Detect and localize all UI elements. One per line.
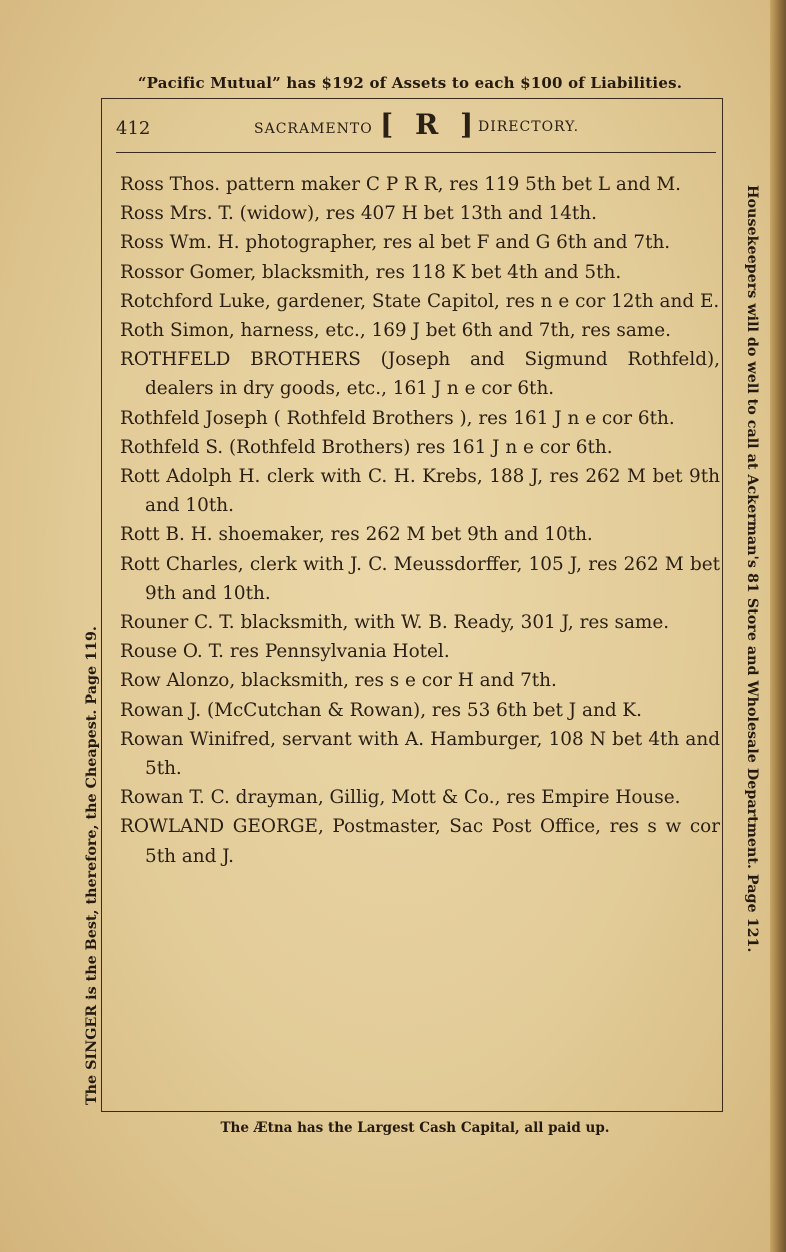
directory-entry: Rothfeld S. (Rothfeld Brothers) res 161 J n e cor 6th. bbox=[120, 436, 613, 458]
directory-entry: Rouner C. T. blacksmith, with W. B. Ready, 301 J, res same. bbox=[120, 612, 670, 634]
page-number: 412 bbox=[116, 118, 151, 139]
top-advertisement: “Pacific Mutual” has $192 of Assets to each $100 of Liabilities. bbox=[137, 74, 683, 92]
directory-entry: Rott B. H. shoemaker, res 262 M bet 9th and 10th. bbox=[120, 524, 593, 546]
directory-entry: Rotchford Luke, gardener, State Capitol, res n e cor 12th and E. bbox=[120, 290, 720, 312]
left-side-advertisement: The SINGER is the Best, therefore, the Cheapest. Page 119. bbox=[84, 626, 100, 1105]
directory-entry: Ross Wm. H. photographer, res al bet F and G 6th and 7th. bbox=[120, 232, 671, 254]
directory-entries bbox=[120, 170, 720, 871]
directory-entry: ROWLAND GEORGE, Postmaster, Sac Post Office, res s w cor 5th and J. bbox=[120, 816, 720, 867]
directory-entry: Rothfeld Joseph ( Rothfeld Brothers ), res 161 J n e cor 6th. bbox=[120, 407, 675, 429]
directory-entry: Rowan Winifred, servant with A. Hamburger, 108 N bet 4th and 5th. bbox=[120, 728, 720, 780]
page-edge bbox=[770, 0, 786, 1252]
bottom-advertisement: The Ætna has the Largest Cash Capital, all paid up. bbox=[220, 1120, 610, 1136]
directory-entry: ROTHFELD BROTHERS (Joseph and Sigmund Rothfeld), dealers in dry goods, etc., 161 J n e cor 6th. bbox=[120, 349, 720, 400]
directory-entry: Ross Mrs. T. (widow), res 407 H bet 13th and 14th. bbox=[120, 203, 597, 225]
header-rule bbox=[116, 152, 716, 153]
directory-entry: Rott Charles, clerk with J. C. Meussdorffer, 105 J, res 262 M bet 9th and 10th. bbox=[120, 553, 720, 604]
directory-entry: Rossor Gomer, blacksmith, res 118 K bet 4th and 5th. bbox=[120, 261, 622, 283]
directory-entry: Rott Adolph H. clerk with C. H. Krebs, 188 J, res 262 M bet 9th and 10th. bbox=[120, 466, 720, 517]
directory-entry: Ross Thos. pattern maker C P R R, res 119 5th bet L and M. bbox=[120, 174, 682, 195]
header-directory: DIRECTORY. bbox=[478, 119, 580, 135]
page-header bbox=[116, 108, 716, 148]
directory-entry: Rowan J. (McCutchan & Rowan), res 53 6th bet J and K. bbox=[120, 699, 643, 721]
directory-entry: Roth Simon, harness, etc., 169 J bet 6th and 7th, res same. bbox=[120, 320, 671, 342]
directory-entry: Rowan T. C. drayman, Gillig, Mott & Co., res Empire House. bbox=[120, 787, 681, 809]
header-city: SACRAMENTO bbox=[254, 121, 373, 137]
directory-entry: Row Alonzo, blacksmith, res s e cor H and 7th. bbox=[120, 670, 557, 692]
directory-entry: Rouse O. T. res Pennsylvania Hotel. bbox=[120, 641, 450, 663]
right-side-advertisement: Housekeepers will do well to call at Ackerman's 81 Store and Wholesale Department. Page 121. bbox=[744, 185, 760, 953]
header-letter: [ R ] bbox=[380, 108, 480, 141]
